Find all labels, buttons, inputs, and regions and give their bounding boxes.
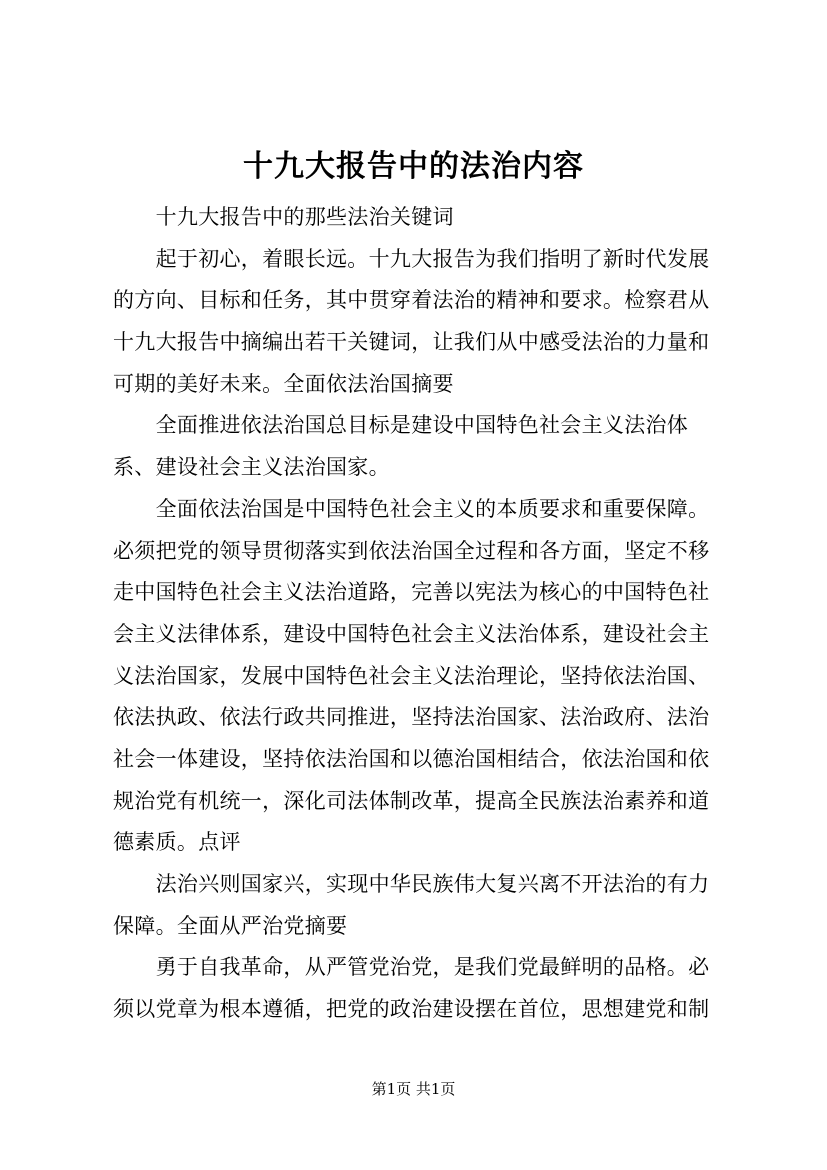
text-line: 走中国特色社会主义法治道路，完善以宪法为核心的中国特色社 — [113, 580, 710, 605]
text-line: 的方向、目标和任务，其中贯穿着法治的精神和要求。检察君从 — [113, 288, 710, 313]
text-line: 规治党有机统一，深化司法体制改革，提高全民族法治素养和道 — [113, 788, 710, 813]
text-line: 全面推进依法治国总目标是建设中国特色社会主义法治体 — [113, 413, 689, 438]
text-line: 须以党章为根本遵循，把党的政治建设摆在首位，思想建党和制 — [113, 997, 710, 1022]
text-line: 会主义法律体系，建设中国特色社会主义法治体系，建设社会主 — [113, 621, 710, 646]
text-line: 必须把党的领导贯彻落实到依法治国全过程和各方面，坚定不移 — [113, 538, 710, 563]
text-line: 十九大报告中摘编出若干关键词，让我们从中感受法治的力量和 — [113, 330, 710, 355]
text-line: 法治兴则国家兴，实现中华民族伟大复兴离不开法治的有力 — [113, 872, 710, 896]
text-line: 系、建设社会主义法治国家。 — [113, 455, 390, 480]
page-footer: 第1页 共1页 — [371, 1080, 456, 1098]
text-line: 起于初心，着眼长远。十九大报告为我们指明了新时代发展 — [113, 246, 710, 271]
text-line: 勇于自我革命，从严管党治党，是我们党最鲜明的品格。必 — [113, 955, 710, 980]
text-line: 十九大报告中的那些法治关键词 — [113, 205, 454, 229]
document-title: 十九大报告中的法治内容 — [243, 149, 584, 184]
text-line: 社会一体建设，坚持依法治国和以德治国相结合，依法治国和依 — [113, 746, 710, 771]
text-line: 可期的美好未来。全面依法治国摘要 — [113, 371, 454, 396]
text-line: 德素质。点评 — [113, 830, 241, 855]
text-line: 全面依法治国是中国特色社会主义的本质要求和重要保障。 — [113, 496, 710, 521]
text-line: 义法治国家，发展中国特色社会主义法治理论，坚持依法治国、 — [113, 663, 710, 688]
text-line: 依法执政、依法行政共同推进，坚持法治国家、法治政府、法治 — [113, 705, 710, 730]
text-line: 保障。全面从严治党摘要 — [113, 913, 348, 938]
document-body — [113, 197, 737, 1031]
